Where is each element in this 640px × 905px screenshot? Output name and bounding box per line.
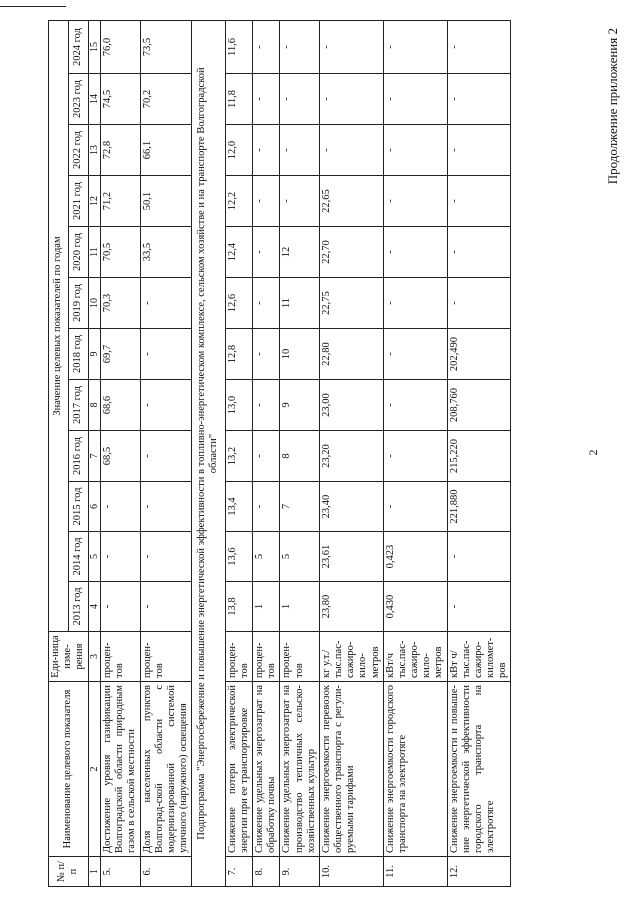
value-cell: 23,61 [319,532,383,582]
value-cell: 13,2 [225,431,252,482]
column-index: 2 [88,682,101,857]
year-header: 2014 год [68,532,88,582]
value-cell: 5 [280,532,320,582]
header-row-1 [49,21,69,887]
value-cell: - [253,329,280,380]
value-cell: 23,80 [319,582,383,632]
value-cell: 12,2 [225,176,252,227]
year-header: 2021 год [68,176,88,227]
value-cell: 66,1 [140,125,192,176]
value-cell: - [280,176,320,227]
value-cell: 22,70 [319,227,383,278]
value-cell: - [383,431,447,482]
value-cell: 0,423 [383,532,447,582]
value-cell: 1 [280,582,320,632]
header-row-index [88,21,101,887]
value-cell: - [383,227,447,278]
column-index: 6 [88,482,101,532]
value-cell: - [383,329,447,380]
value-cell: 12,6 [225,278,252,329]
table-row [225,21,252,887]
column-index: 7 [88,431,101,482]
row-number: 10. [319,857,383,887]
value-cell: - [383,482,447,532]
value-cell: 23,00 [319,380,383,431]
value-cell: - [319,21,383,74]
value-cell: - [447,278,511,329]
column-index: 9 [88,329,101,380]
column-index: 14 [88,74,101,125]
value-cell: 8 [280,431,320,482]
unit-cell: процен-тов [101,632,141,682]
table-row [140,21,192,887]
column-index: 12 [88,176,101,227]
value-cell: 22,80 [319,329,383,380]
value-cell: - [140,582,192,632]
value-cell: 50,1 [140,176,192,227]
unit-cell: процен-тов [140,632,192,682]
unit-cell: процен-тов [225,632,252,682]
unit-cell: процен-тов [253,632,280,682]
year-header: 2020 год [68,227,88,278]
table-row [319,21,383,887]
value-cell: 202,490 [447,329,511,380]
value-cell: - [447,74,511,125]
column-index: 4 [88,582,101,632]
value-cell: - [383,176,447,227]
column-index: 15 [88,21,101,74]
year-header: 2023 год [68,74,88,125]
table-row [383,21,447,887]
row-number: 9. [280,857,320,887]
value-cell: - [447,532,511,582]
unit-cell: кВт/ч тыс.пас-сажиро-кило-метров [383,632,447,682]
value-cell: 1 [253,582,280,632]
value-cell: 13,4 [225,482,252,532]
table-row [253,21,280,887]
value-cell: 7 [280,482,320,532]
value-cell: 76,0 [101,21,141,74]
year-header: 2018 год [68,329,88,380]
value-cell: 69,7 [101,329,141,380]
year-header: 2013 год [68,582,88,632]
col-unit-header: Еди-ница изме-рения [49,632,89,682]
year-header: 2024 год [68,21,88,74]
value-cell: - [447,125,511,176]
table-row [101,21,141,887]
value-cell: 13,6 [225,532,252,582]
value-cell: 0,430 [383,582,447,632]
value-cell: - [140,278,192,329]
value-cell: 70,5 [101,227,141,278]
value-cell: 13,8 [225,582,252,632]
column-index: 11 [88,227,101,278]
value-cell: 68,6 [101,380,141,431]
value-cell: 71,2 [101,176,141,227]
value-cell: - [253,21,280,74]
col-group-header: Значение целевых показателей по годам [49,21,69,632]
value-cell: - [253,431,280,482]
indicator-name: Снижение энергоемкости городского транспорта на электротяге [383,682,447,857]
value-cell: - [383,125,447,176]
column-index: 3 [88,632,101,682]
value-cell: 11 [280,278,320,329]
value-cell: - [383,380,447,431]
value-cell: 74,5 [101,74,141,125]
value-cell: - [319,74,383,125]
value-cell: 208,760 [447,380,511,431]
row-number: 7. [225,857,252,887]
row-number: 12. [447,857,511,887]
value-cell: - [140,329,192,380]
row-number: 11. [383,857,447,887]
year-header: 2016 год [68,431,88,482]
subprogram-row [192,21,225,887]
value-cell: 9 [280,380,320,431]
value-cell: 12,8 [225,329,252,380]
value-cell: - [101,582,141,632]
unit-cell: кВт ч/ тыс.пас-сажиро-километ-ров [447,632,511,682]
table-row [280,21,320,887]
value-cell: 72,8 [101,125,141,176]
value-cell: - [253,125,280,176]
subprogram-title: Подпрограмма "Энергосбережение и повышение энергетической эффективности в топливно-энергетическом комплексе, сельском хозяйстве и на транспорте Волгоградской области" [192,21,225,887]
value-cell: - [101,482,141,532]
column-index: 8 [88,380,101,431]
continuation-title: Продолжение приложения 2 [605,28,620,185]
value-cell: 70,3 [101,278,141,329]
value-cell: 10 [280,329,320,380]
table-row [447,21,511,887]
value-cell: 11,6 [225,21,252,74]
value-cell: - [253,482,280,532]
col-num-header: № п/п [49,857,89,887]
unit-cell: процен-тов [280,632,320,682]
value-cell: 73,5 [140,21,192,74]
column-index: 10 [88,278,101,329]
column-index: 5 [88,532,101,582]
indicator-name: Достижение уровня газификации Волгоградской области природным газом в сельской местности [101,682,141,857]
value-cell: - [383,278,447,329]
value-cell: - [253,278,280,329]
value-cell: 221,880 [447,482,511,532]
col-name-header: Наименование целевого показателя [49,682,89,857]
value-cell: - [253,227,280,278]
page-number: 2 [586,449,600,456]
value-cell: - [447,582,511,632]
year-header: 2015 год [68,482,88,532]
row-number: 6. [140,857,192,887]
value-cell: 70,2 [140,74,192,125]
value-cell: - [140,380,192,431]
value-cell: 12,4 [225,227,252,278]
indicator-name: Снижение потери электрической энергии при ее транспортировке [225,682,252,857]
value-cell: - [253,176,280,227]
value-cell: - [383,74,447,125]
value-cell: - [253,380,280,431]
value-cell: 68,5 [101,431,141,482]
value-cell: - [140,431,192,482]
value-cell: 215,220 [447,431,511,482]
value-cell: 23,20 [319,431,383,482]
value-cell: - [140,532,192,582]
value-cell: - [383,21,447,74]
indicator-name: Снижение энергоемкости перевозок общественного транспорта с регули-руемыми тарифами [319,682,383,857]
value-cell: - [447,227,511,278]
value-cell: 13,0 [225,380,252,431]
value-cell: 11,8 [225,74,252,125]
value-cell: - [253,74,280,125]
value-cell: 22,75 [319,278,383,329]
value-cell: - [447,176,511,227]
column-index: 13 [88,125,101,176]
year-header: 2017 год [68,380,88,431]
unit-cell: кг у.т./ тыс.пас-сажиро-кило-метров [319,632,383,682]
value-cell: - [140,482,192,532]
value-cell: 12,0 [225,125,252,176]
column-index: 1 [88,857,101,887]
value-cell: - [447,21,511,74]
value-cell: - [280,125,320,176]
indicator-name: Доля населенных пунктов Волгоград-ской области с модернизированной системой уличного (наружного) освещения [140,682,192,857]
row-number: 5. [101,857,141,887]
row-number: 8. [253,857,280,887]
value-cell: - [101,532,141,582]
indicator-name: Снижение удельных энергозатрат на обработку почвы [253,682,280,857]
value-cell: - [280,21,320,74]
indicator-name: Снижение энергоемкости и повыше-ние энергетической эффективности городского транспорта на электротяге [447,682,511,857]
indicator-name: Снижение удельных энергозатрат на производство тепличных сельско-хозяйственных культур [280,682,320,857]
indicators-table [48,20,511,887]
value-cell: 22,65 [319,176,383,227]
value-cell: - [319,125,383,176]
table-body [101,21,511,887]
year-header: 2022 год [68,125,88,176]
value-cell: 33,5 [140,227,192,278]
value-cell: 5 [253,532,280,582]
value-cell: - [280,74,320,125]
value-cell: 23,40 [319,482,383,532]
value-cell: 12 [280,227,320,278]
year-header: 2019 год [68,278,88,329]
